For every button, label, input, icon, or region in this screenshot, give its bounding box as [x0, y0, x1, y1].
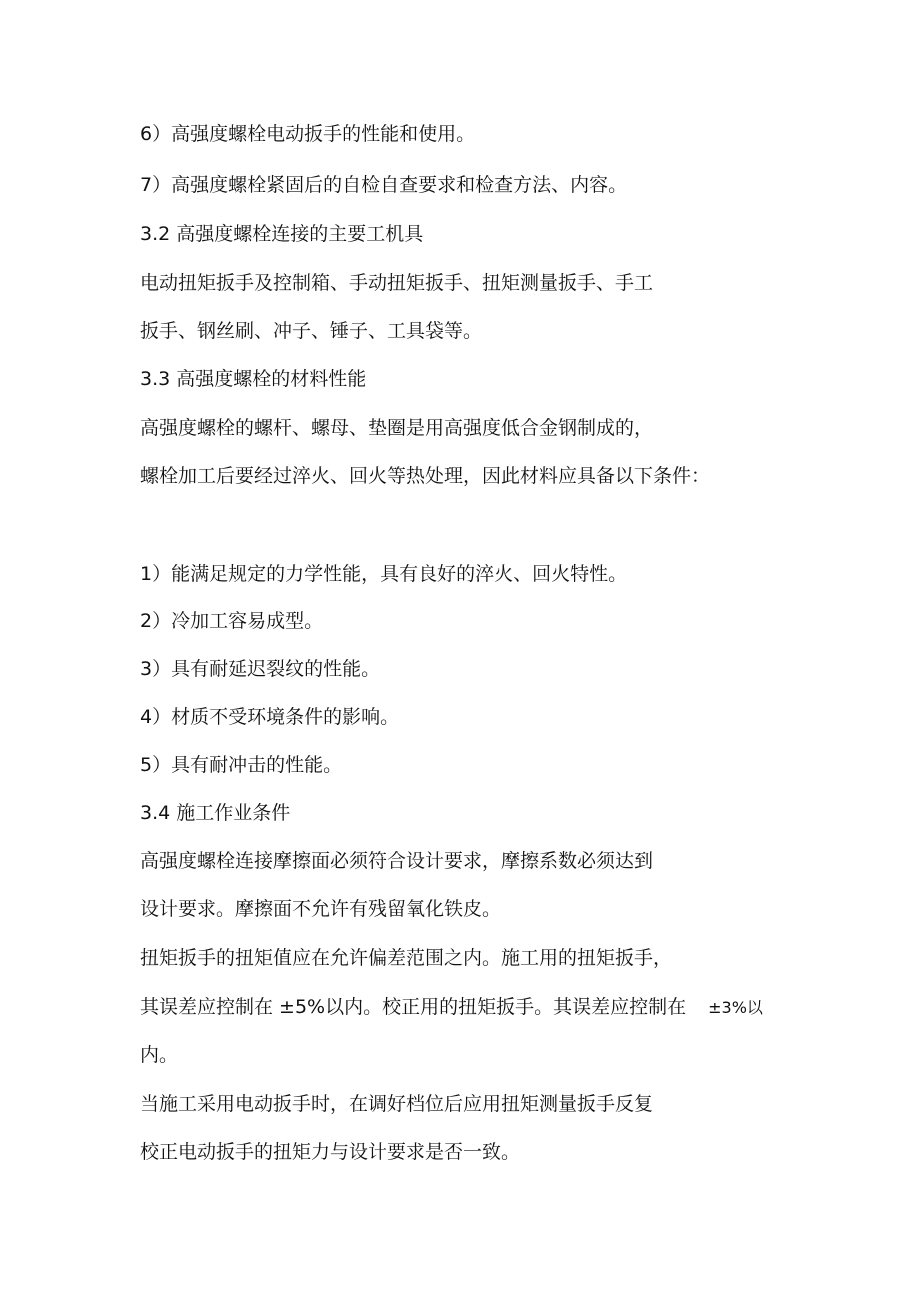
heading-3-3: 3.3 高强度螺栓的材料性能 — [140, 368, 367, 390]
torque-tolerance-calibration: ±3%以 — [708, 998, 763, 1017]
friction-line-2: 设计要求。摩擦面不允许有残留氧化铁皮。 — [140, 898, 502, 920]
electric-wrench-line-2: 校正电动扳手的扭矩力与设计要求是否一致。 — [140, 1141, 521, 1163]
material-line-2: 螺栓加工后要经过淬火、回火等热处理，因此材料应具备以下条件： — [140, 465, 711, 487]
electric-wrench-line-1: 当施工采用电动扳手时，在调好档位后应用扭矩测量扳手反复 — [140, 1093, 654, 1115]
tools-line-2: 扳手、钢丝刷、冲子、锤子、工具袋等。 — [140, 320, 483, 342]
torque-line-1: 扭矩扳手的扭矩值应在允许偏差范围之内。施工用的扭矩扳手， — [140, 947, 673, 969]
torque-line-2-text: 其误差应控制在 ±5%以内。校正用的扭矩扳手。其误差应控制在 — [140, 996, 687, 1018]
condition-item-2: 2）冷加工容易成型。 — [140, 610, 324, 632]
condition-item-1: 1）能满足规定的力学性能，具有良好的淬火、回火特性。 — [140, 563, 628, 585]
condition-item-3: 3）具有耐延迟裂纹的性能。 — [140, 658, 381, 680]
torque-line-2 — [140, 994, 763, 1021]
heading-3-4: 3.4 施工作业条件 — [140, 802, 291, 824]
torque-line-3: 内。 — [140, 1044, 179, 1066]
tools-line-1: 电动扭矩扳手及控制箱、手动扭矩扳手、扭矩测量扳手、手工 — [140, 272, 654, 294]
material-line-1: 高强度螺栓的螺杆、螺母、垫圈是用高强度低合金钢制成的， — [140, 417, 654, 439]
condition-item-5: 5）具有耐冲击的性能。 — [140, 754, 343, 776]
friction-line-1: 高强度螺栓连接摩擦面必须符合设计要求，摩擦系数必须达到 — [140, 850, 654, 872]
condition-item-4: 4）材质不受环境条件的影响。 — [140, 706, 400, 728]
item-6: 6）高强度螺栓电动扳手的性能和使用。 — [140, 123, 476, 145]
item-7: 7）高强度螺栓紧固后的自检自查要求和检查方法、内容。 — [140, 174, 628, 196]
heading-3-2: 3.2 高强度螺栓连接的主要工机具 — [140, 223, 424, 245]
